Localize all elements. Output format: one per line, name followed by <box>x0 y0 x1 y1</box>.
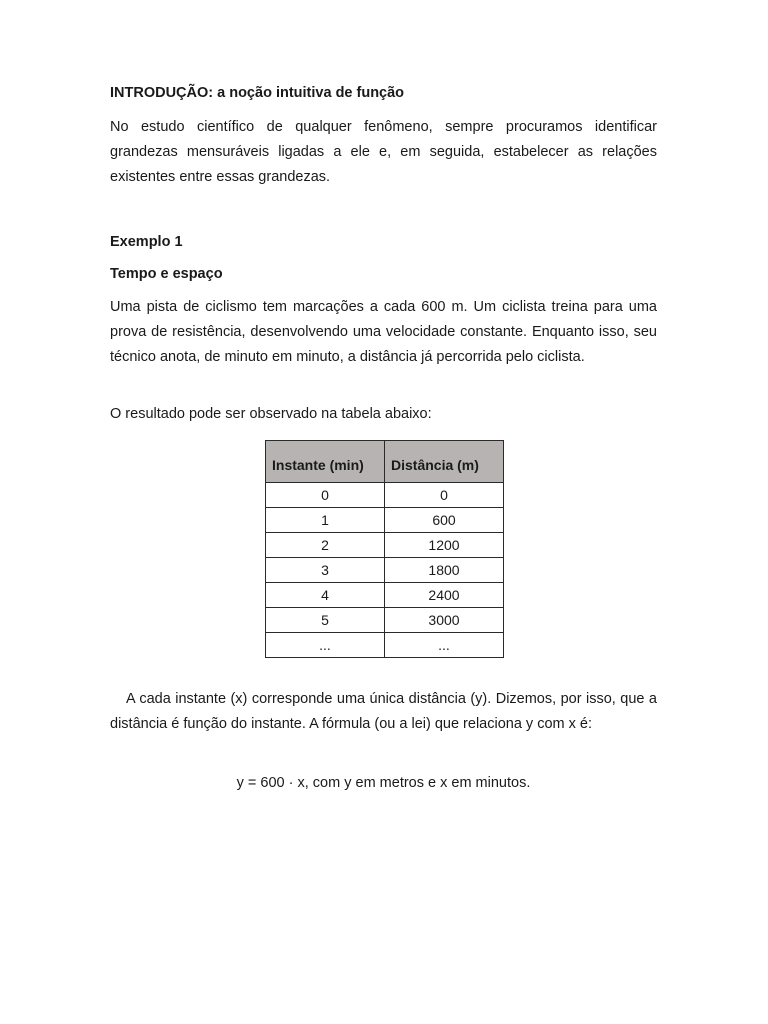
cell-distancia: 1800 <box>385 558 504 583</box>
cell-distancia: ... <box>385 633 504 658</box>
cell-instante: 3 <box>266 558 385 583</box>
header-instante: Instante (min) <box>266 441 385 483</box>
table-row <box>266 483 504 508</box>
table-row <box>266 558 504 583</box>
table-header-row <box>266 441 504 483</box>
intro-title: INTRODUÇÃO: a noção intuitiva de função <box>110 85 405 101</box>
cell-instante: 2 <box>266 533 385 558</box>
cell-distancia: 0 <box>385 483 504 508</box>
header-distancia: Distância (m) <box>385 441 504 483</box>
conclusion-paragraph: A cada instante (x) corresponde uma única distância (y). Dizemos, por isso, que a distância é função do instante. A fórmula (ou a lei) que relaciona y com x é: <box>110 691 657 732</box>
table-row <box>266 508 504 533</box>
cell-distancia: 1200 <box>385 533 504 558</box>
example-subtitle: Tempo e espaço <box>110 266 223 282</box>
distance-table <box>265 440 504 658</box>
table-row <box>266 608 504 633</box>
example-title: Exemplo 1 <box>110 234 183 250</box>
example-paragraph: Uma pista de ciclismo tem marcações a cada 600 m. Um ciclista treina para uma prova de resistência, desenvolvendo uma velocidade constante. Enquanto isso, seu técnico anota, de minuto em minuto, a distância já percorrida pelo ciclista. <box>110 299 657 365</box>
cell-distancia: 600 <box>385 508 504 533</box>
table-row <box>266 583 504 608</box>
cell-instante: 0 <box>266 483 385 508</box>
cell-instante: 1 <box>266 508 385 533</box>
table-intro-text: O resultado pode ser observado na tabela abaixo: <box>110 406 432 422</box>
cell-instante: 5 <box>266 608 385 633</box>
formula: y = 600 · x, com y em metros e x em minutos. <box>236 775 531 791</box>
cell-distancia: 2400 <box>385 583 504 608</box>
cell-instante: ... <box>266 633 385 658</box>
intro-paragraph: No estudo científico de qualquer fenômeno, sempre procuramos identificar grandezas mensuráveis ligadas a ele e, em seguida, estabelecer as relações existentes entre essas grandezas. <box>110 119 657 185</box>
table-row <box>266 633 504 658</box>
table-row <box>266 533 504 558</box>
cell-instante: 4 <box>266 583 385 608</box>
cell-distancia: 3000 <box>385 608 504 633</box>
